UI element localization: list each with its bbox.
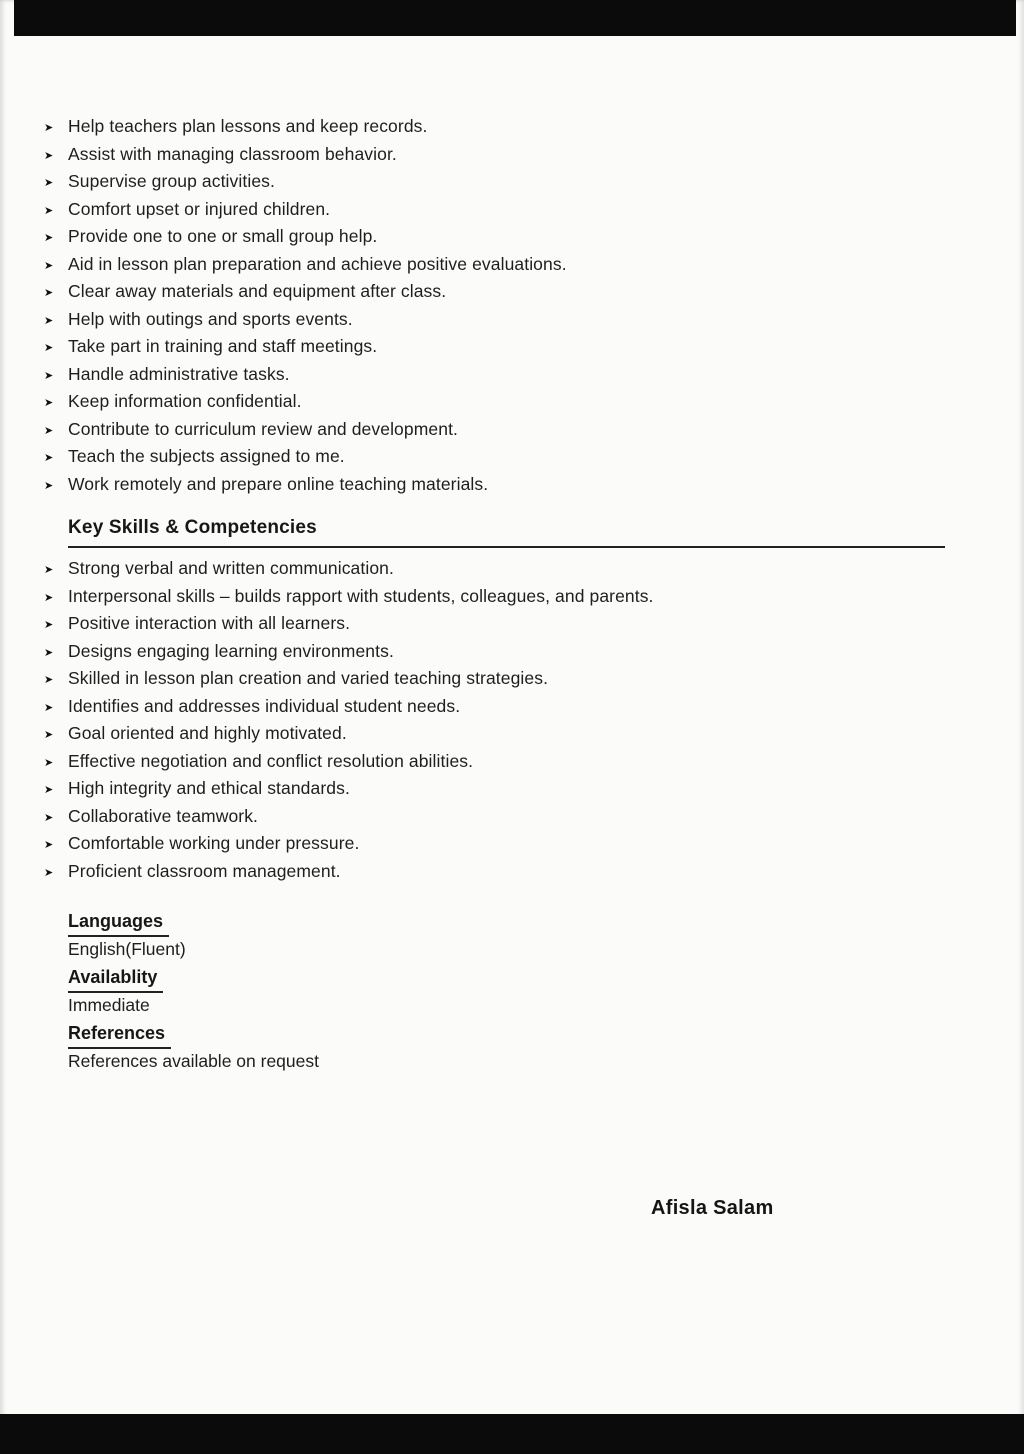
signature-name: Afisla Salam: [651, 1197, 774, 1219]
skill-text: Strong verbal and written communication.: [68, 558, 394, 578]
duty-text: Keep information confidential.: [68, 391, 302, 411]
top-scan-bar: [14, 0, 1016, 36]
skill-text: Positive interaction with all learners.: [68, 613, 351, 633]
skill-text: Proficient classroom management.: [68, 860, 341, 881]
bullet-arrow-icon: ➤: [44, 314, 54, 327]
bullet-arrow-icon: ➤: [44, 424, 54, 437]
bullet-arrow-icon: ➤: [44, 564, 54, 576]
duty-text: Help teachers plan lessons and keep records.: [68, 116, 428, 136]
bullet-arrow-icon: ➤: [44, 784, 54, 796]
duty-text: Provide one to one or small group help.: [68, 226, 378, 246]
bullet-arrow-icon: ➤: [44, 479, 54, 492]
skill-text: Goal oriented and highly motivated.: [68, 723, 347, 743]
duty-item: [44, 223, 984, 251]
skill-item: [44, 720, 984, 748]
skill-text: Collaborative teamwork.: [68, 805, 259, 826]
skill-item: [44, 583, 984, 611]
skill-text: Effective negotiation and conflict resolution abilities.: [68, 750, 474, 771]
bullet-arrow-icon: ➤: [44, 839, 54, 851]
duty-text: Help with outings and sports events.: [68, 308, 353, 329]
duty-text: Work remotely and prepare online teaching materials.: [68, 473, 489, 494]
duty-text: Contribute to curriculum review and development.: [68, 418, 458, 439]
bullet-arrow-icon: ➤: [44, 619, 54, 631]
skills-section-header: [68, 517, 945, 548]
bullet-arrow-icon: ➤: [44, 674, 54, 686]
duty-item: [44, 443, 984, 471]
duties-list: [44, 113, 984, 498]
bullet-arrow-icon: ➤: [44, 122, 54, 134]
duty-item: [44, 168, 984, 196]
duty-text: Supervise group activities.: [68, 171, 275, 191]
skills-section-title: Key Skills & Competencies: [68, 517, 317, 538]
duty-item: [44, 306, 984, 334]
bullet-arrow-icon: ➤: [44, 204, 54, 217]
skill-item: [44, 610, 984, 638]
duty-item: [44, 113, 984, 141]
skill-item: [44, 775, 984, 803]
bullet-arrow-icon: ➤: [44, 232, 54, 244]
skill-item: [44, 693, 984, 721]
skill-text: Interpersonal skills – builds rapport with students, colleagues, and parents.: [68, 585, 654, 606]
duty-text: Comfort upset or injured children.: [68, 198, 331, 219]
duty-text: Take part in training and staff meetings.: [68, 336, 378, 356]
skill-text: Identifies and addresses individual student needs.: [68, 695, 461, 716]
duty-text: Handle administrative tasks.: [68, 363, 290, 384]
duty-item: [44, 141, 984, 169]
languages-value: English(Fluent): [68, 939, 186, 959]
duty-item: [44, 333, 984, 361]
languages-heading: Languages: [68, 908, 169, 937]
bullet-arrow-icon: ➤: [44, 591, 54, 604]
references-heading: References: [68, 1020, 171, 1049]
availability-value: Immediate: [68, 995, 150, 1015]
bullet-arrow-icon: ➤: [44, 452, 54, 464]
bullet-arrow-icon: ➤: [44, 342, 54, 354]
duty-item: [44, 196, 984, 224]
bullet-arrow-icon: ➤: [44, 177, 54, 189]
bullet-arrow-icon: ➤: [44, 756, 54, 769]
duty-item: [44, 388, 984, 416]
bullet-arrow-icon: ➤: [44, 866, 54, 879]
skill-text: Designs engaging learning environments.: [68, 640, 394, 661]
duty-text: Aid in lesson plan preparation and achieve positive evaluations.: [68, 253, 567, 274]
bullet-arrow-icon: ➤: [44, 646, 54, 659]
duty-item: [44, 251, 984, 279]
bullet-arrow-icon: ➤: [44, 287, 54, 299]
duty-item: [44, 361, 984, 389]
duty-item: [44, 471, 984, 499]
bullet-arrow-icon: ➤: [44, 369, 54, 382]
duty-text: Teach the subjects assigned to me.: [68, 446, 345, 466]
skill-item: [44, 555, 984, 583]
skills-list: [44, 555, 984, 885]
info-section: [68, 907, 319, 1075]
references-value: References available on request: [68, 1051, 319, 1071]
bullet-arrow-icon: ➤: [44, 701, 54, 714]
duty-item: [44, 278, 984, 306]
skill-item: [44, 858, 984, 886]
bullet-arrow-icon: ➤: [44, 149, 54, 162]
availability-heading: Availablity: [68, 964, 163, 993]
duty-text: Assist with managing classroom behavior.: [68, 143, 397, 164]
bullet-arrow-icon: ➤: [44, 811, 54, 824]
skill-item: [44, 830, 984, 858]
skill-item: [44, 665, 984, 693]
duty-item: [44, 416, 984, 444]
bullet-arrow-icon: ➤: [44, 259, 54, 272]
duty-text: Clear away materials and equipment after class.: [68, 281, 447, 301]
skill-text: Comfortable working under pressure.: [68, 833, 360, 853]
skill-text: Skilled in lesson plan creation and varied teaching strategies.: [68, 668, 549, 688]
bullet-arrow-icon: ➤: [44, 397, 54, 409]
skill-item: [44, 748, 984, 776]
skill-item: [44, 638, 984, 666]
skill-text: High integrity and ethical standards.: [68, 778, 350, 798]
skill-item: [44, 803, 984, 831]
bottom-scan-bar: [0, 1414, 1024, 1454]
bullet-arrow-icon: ➤: [44, 729, 54, 741]
